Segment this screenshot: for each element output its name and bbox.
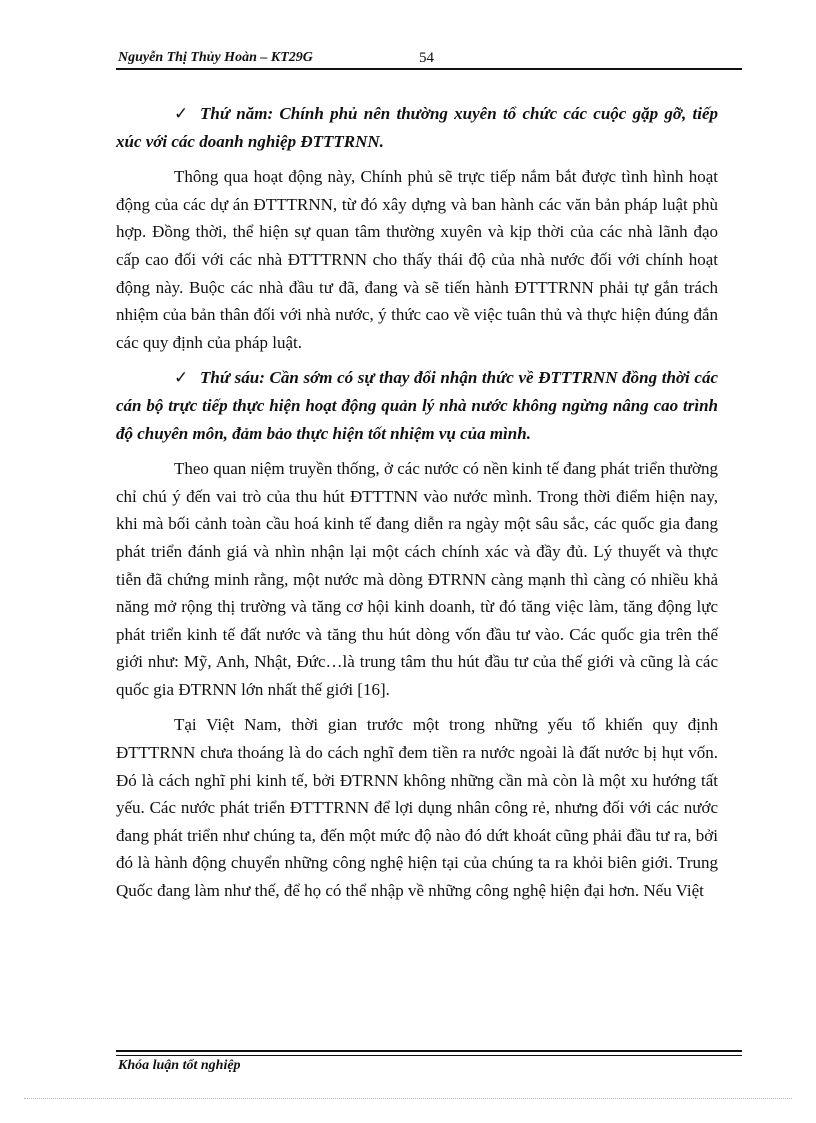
paragraph: Thông qua hoạt động này, Chính phủ sẽ trực tiếp nắm bắt được tình hình hoạt động của các dự án ĐTTTRNN, từ đó xây dựng và ban hành các văn bản pháp luật phù hợp. Đồng thời, thể hiện sự quan tâm thường xuyên và kịp thời của các nhà lãnh đạo cấp cao đối với các nhà ĐTTTRNN cho thấy thái độ của nhà nước đối với chính hoạt động này. Buộc các nhà đầu tư đã, đang và sẽ tiến hành ĐTTTRNN phải tự gắn trách nhiệm của bản thân đối với nhà nước, ý thức cao về việc tuân thủ và thực hiện đúng đắn các quy định của pháp luật. <box>116 167 718 352</box>
header-rule <box>116 68 742 70</box>
heading-text: Thứ sáu: Cần sớm có sự thay đổi nhận thức về ĐTTTRNN đồng thời các cán bộ trực tiếp thực hiện hoạt động quản lý nhà nước không ngừng nâng cao trình độ chuyên môn, đảm bảo thực hiện tốt nhiệm vụ của mình. <box>116 368 718 443</box>
paragraph: Theo quan niệm truyền thống, ở các nước có nền kinh tế đang phát triển thường chỉ chú ý đến vai trò của thu hút ĐTTTNN vào nước mình. Trong thời điểm hiện nay, khi mà bối cảnh toàn cầu hoá kinh tế đang diễn ra ngày một sâu sắc, các quốc gia đang phát triển đánh giá và nhìn nhận lại một cách chính xác và đầy đủ. Lý thuyết và thực tiễn đã chứng minh rằng, một nước mà dòng ĐTRNN càng mạnh thì càng có nhiều khả năng mở rộng thị trường và tăng cơ hội kinh doanh, từ đó tăng việc làm, tăng động lực phát triển kinh tế đất nước và tăng thu hút dòng vốn đầu tư vào. Các quốc gia trên thế giới như: Mỹ, Anh, Nhật, Đức…là trung tâm thu hút đầu tư của thế giới và cũng là các quốc gia ĐTRNN lớn nhất thế giới [16]. <box>116 459 718 699</box>
check-mark-icon: ✓ <box>174 104 189 123</box>
page-header <box>118 48 740 68</box>
document-body <box>116 100 718 913</box>
page-number: 54 <box>419 50 434 66</box>
heading-thu-nam <box>116 100 718 155</box>
page-footer: Khóa luận tốt nghiệp <box>118 1058 241 1073</box>
check-mark-icon: ✓ <box>174 368 189 388</box>
page-bottom-border <box>24 1098 792 1099</box>
heading-thu-sau <box>116 364 718 447</box>
heading-text: Thứ năm: Chính phủ nên thường xuyên tổ chức các cuộc gặp gỡ, tiếp xúc với các doanh nghiệp ĐTTTRNN. <box>116 104 718 151</box>
footer-rule-thin <box>116 1055 742 1056</box>
paragraph: Tại Việt Nam, thời gian trước một trong những yếu tố khiến quy định ĐTTTRNN chưa thoáng là do cách nghĩ đem tiền ra nước ngoài là đất nước bị hụt vốn. Đó là cách nghĩ phi kinh tế, bởi ĐTRNN không những cần mà còn là một xu hướng tất yếu. Các nước phát triển ĐTTTRNN để lợi dụng nhân công rẻ, nhưng đối với các nước đang phát triển như chúng ta, đến một mức độ nào đó dứt khoát cũng phải đầu tư ra, bởi đó là hành động chuyển những công nghệ hiện tại của chúng ta ra khỏi biên giới. Trung Quốc đang làm như thế, để họ có thể nhập về những công nghệ hiện đại hơn. Nếu Việt <box>116 715 718 901</box>
footer-rule-thick <box>116 1050 742 1052</box>
header-author: Nguyễn Thị Thủy Hoàn – KT29G <box>118 50 313 65</box>
